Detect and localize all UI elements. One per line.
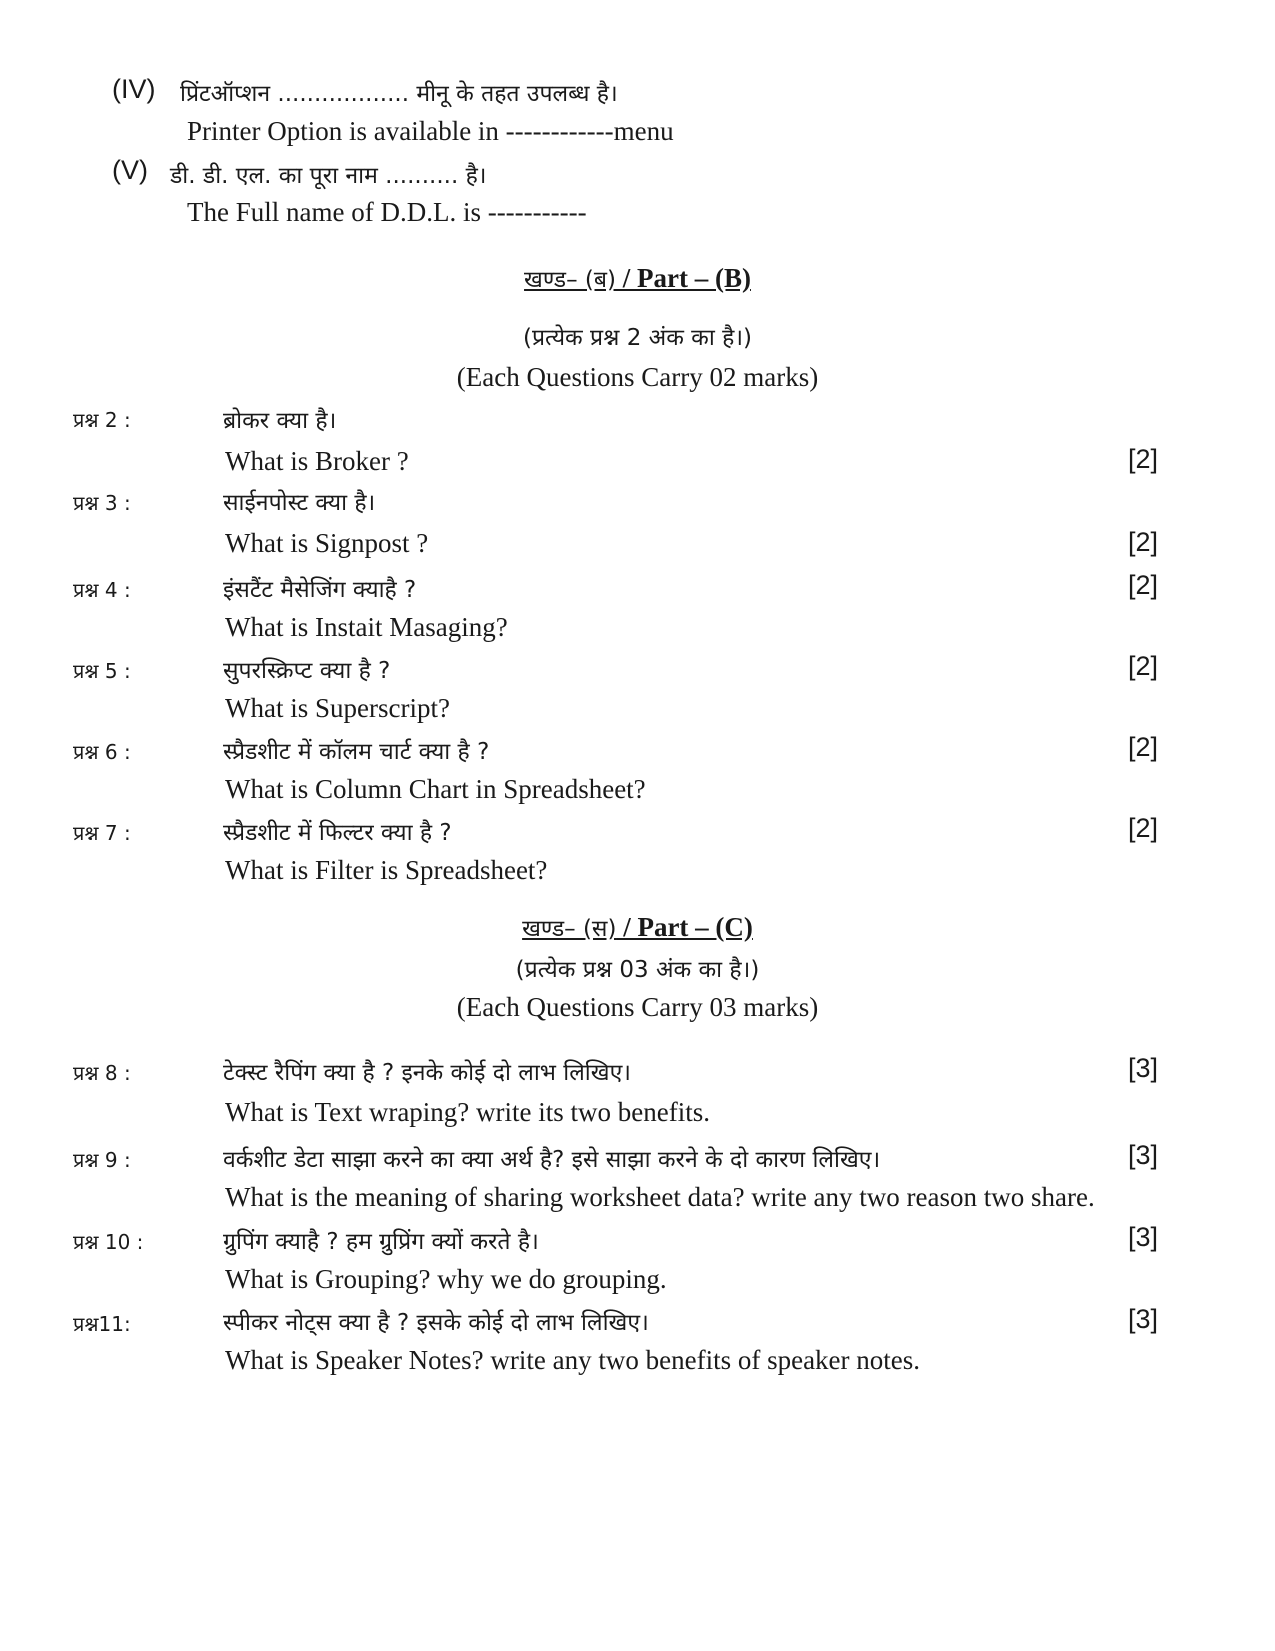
question-label: प्रश्न 2 : bbox=[73, 408, 131, 432]
question-label: प्रश्न 7 : bbox=[73, 821, 131, 845]
marks-badge: [2] bbox=[1127, 813, 1158, 843]
item-label-v: (V) bbox=[112, 155, 148, 185]
question-hindi: ग्रुपिंग क्याहै ? हम ग्रुप्रिंग क्यों करते है। bbox=[223, 1229, 539, 1255]
question-english: What is Speaker Notes? write any two benefits of speaker notes. bbox=[225, 1345, 921, 1375]
marks-badge: [3] bbox=[1127, 1140, 1158, 1170]
part-c-heading bbox=[0, 911, 1275, 943]
question-label: प्रश्न 9 : bbox=[73, 1148, 131, 1172]
item-iv-english: Printer Option is available in ------------menu bbox=[187, 116, 674, 146]
question-hindi: स्पीकर नोट्स क्या है ? इसके कोई दो लाभ लिखिए। bbox=[223, 1310, 649, 1336]
marks-badge: [2] bbox=[1127, 527, 1158, 557]
part-b-marks-note-english: (Each Questions Carry 02 marks) bbox=[456, 362, 819, 392]
marks-badge: [2] bbox=[1127, 444, 1158, 474]
question-hindi: सुपरस्क्रिप्ट क्या है ? bbox=[223, 658, 391, 684]
part-c-marks-note-hindi: (प्रत्येक प्रश्न 03 अंक का है।) bbox=[515, 957, 760, 983]
question-label: प्रश्न 6 : bbox=[73, 740, 131, 764]
part-c-marks-note-english: (Each Questions Carry 03 marks) bbox=[456, 992, 819, 1022]
item-v-hindi: डी. डी. एल. का पूरा नाम .......... है। bbox=[170, 163, 487, 189]
question-hindi: स्प्रैडशीट में कॉलम चार्ट क्या है ? bbox=[223, 739, 490, 765]
question-label: प्रश्न 5 : bbox=[73, 659, 131, 683]
marks-badge: [3] bbox=[1127, 1053, 1158, 1083]
question-hindi: स्प्रैडशीट में फिल्टर क्या है ? bbox=[223, 820, 452, 846]
question-hindi: साईनपोस्ट क्या है। bbox=[223, 490, 376, 516]
part-b-heading-english: / Part – (B) bbox=[615, 263, 751, 293]
question-label: प्रश्न 8 : bbox=[73, 1061, 131, 1085]
part-b-heading bbox=[0, 262, 1275, 294]
question-english: What is Broker ? bbox=[225, 446, 409, 476]
question-hindi: ब्रोकर क्या है। bbox=[223, 408, 337, 434]
question-label: प्रश्न11: bbox=[73, 1312, 131, 1336]
marks-badge: [2] bbox=[1127, 732, 1158, 762]
part-b-marks-note-hindi: (प्रत्येक प्रश्न 2 अंक का है।) bbox=[522, 325, 753, 351]
part-b-heading-hindi: खण्ड– (ब) bbox=[524, 267, 616, 293]
question-label: प्रश्न 4 : bbox=[73, 578, 131, 602]
item-v-english: The Full name of D.D.L. is ----------- bbox=[187, 197, 587, 227]
part-c-heading-hindi: खण्ड– (स) bbox=[522, 916, 617, 942]
item-iv-hindi: प्रिंटऑप्शन .................. मीनू के तहत उपलब्ध है। bbox=[180, 81, 618, 107]
question-english: What is Signpost ? bbox=[225, 528, 429, 558]
item-label-iv: (IV) bbox=[112, 74, 156, 104]
part-c-heading-english: / Part – (C) bbox=[616, 912, 753, 942]
question-english: What is Grouping? why we do grouping. bbox=[225, 1264, 667, 1294]
question-english: What is the meaning of sharing worksheet data? write any two reason two share. bbox=[225, 1182, 1095, 1212]
question-hindi: वर्कशीट डेटा साझा करने का क्या अर्थ है? इसे साझा करने के दो कारण लिखिए। bbox=[223, 1147, 881, 1173]
marks-badge: [3] bbox=[1127, 1304, 1158, 1334]
question-english: What is Text wraping? write its two benefits. bbox=[225, 1097, 710, 1127]
marks-badge: [3] bbox=[1127, 1222, 1158, 1252]
question-hindi: टेक्स्ट रैपिंग क्या है ? इनके कोई दो लाभ लिखिए। bbox=[223, 1060, 632, 1086]
marks-badge: [2] bbox=[1127, 570, 1158, 600]
question-english: What is Instait Masaging? bbox=[225, 612, 508, 642]
marks-badge: [2] bbox=[1127, 651, 1158, 681]
question-english: What is Superscript? bbox=[225, 693, 450, 723]
question-label: प्रश्न 10 : bbox=[73, 1230, 144, 1254]
question-english: What is Column Chart in Spreadsheet? bbox=[225, 774, 646, 804]
question-english: What is Filter is Spreadsheet? bbox=[225, 855, 548, 885]
question-hindi: इंसटैंट मैसेजिंग क्याहै ? bbox=[223, 577, 417, 603]
question-label: प्रश्न 3 : bbox=[73, 491, 131, 515]
